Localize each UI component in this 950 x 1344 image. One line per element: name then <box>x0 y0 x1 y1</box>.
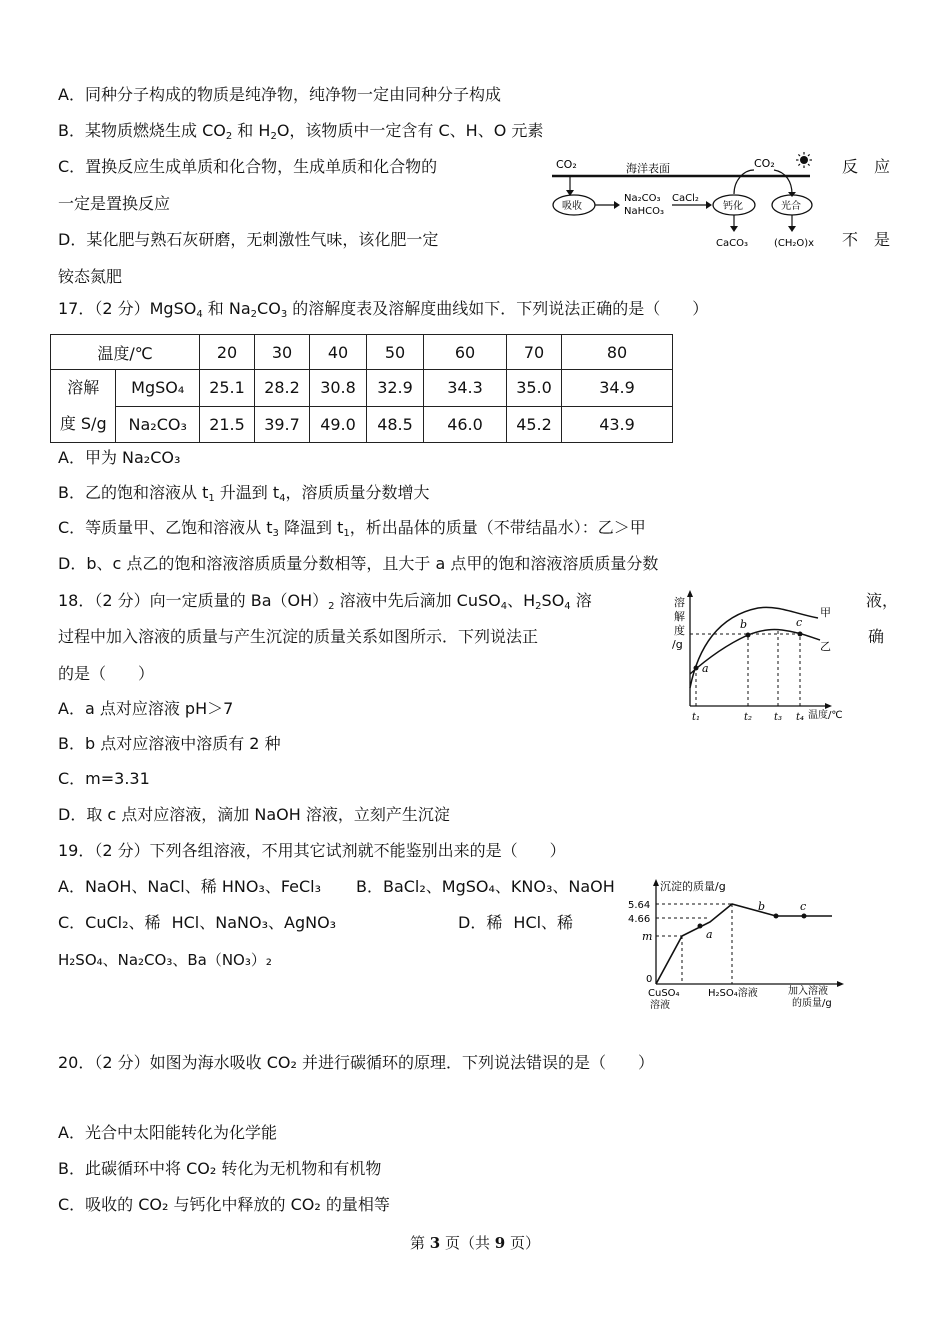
q18-stem-line2: 过程中加入溶液的质量与产生沉淀的质量关系如图所示．下列说法正 <box>58 627 539 646</box>
svg-text:0: 0 <box>646 974 653 985</box>
q17-stem: 17．（2 分）MgSO$_4$ 和 $Na_2CO_3$ 的溶解度表及溶解度曲线如下．下列说法正确的是（ ） <box>58 299 709 320</box>
q18-stem-line3: 的是（ ） <box>58 664 155 683</box>
cc-nahco3: NaHCO₃ <box>624 206 664 217</box>
table-header-temp: 温度/℃ <box>51 335 200 370</box>
q16-option-d-tail: 不 是 <box>842 230 891 249</box>
svg-text:c: c <box>800 900 807 913</box>
table-row-label: 溶解 度 S/g <box>51 370 116 443</box>
q17-option-a: A．甲为 Na₂CO₃ <box>58 448 181 467</box>
svg-text:5.64: 5.64 <box>628 900 651 911</box>
cc-calcify: 钙化 <box>723 201 743 212</box>
point-a: a <box>702 662 709 675</box>
cc-absorb: 吸收 <box>562 201 582 212</box>
label-jia: 甲 <box>820 606 831 619</box>
cc-co2-left: CO₂ <box>556 158 577 171</box>
svg-text:溶: 溶 <box>674 596 685 609</box>
q18-option-b: B．b 点对应溶液中溶质有 2 种 <box>58 734 281 753</box>
point-c: c <box>796 616 803 629</box>
q16-option-c-tail: 反 应 <box>842 157 891 176</box>
q16-option-c-line2: 一定是置换反应 <box>58 194 171 213</box>
svg-text:加入溶液: 加入溶液 <box>788 986 828 997</box>
q20-option-c: C．吸收的 CO₂ 与钙化中释放的 CO₂ 的量相等 <box>58 1195 390 1214</box>
svg-text:H₂SO₄溶液: H₂SO₄溶液 <box>708 988 758 999</box>
point-b: b <box>740 618 748 631</box>
cc-co2-right: CO₂ <box>754 157 775 170</box>
q20-option-a: A．光合中太阳能转化为化学能 <box>58 1123 277 1142</box>
svg-text:b: b <box>758 900 766 913</box>
q18-option-d: D．取 c 点对应溶液，滴加 NaOH 溶液，立刻产生沉淀 <box>58 805 450 824</box>
q19-option-d-line2: H₂SO₄、Na₂CO₃、Ba（NO₃）₂ <box>58 951 272 969</box>
q16-option-a: A．同种分子构成的物质是纯净物，纯净物一定由同种分子构成 <box>58 85 501 104</box>
precip-ylabel: 沉淀的质量/g <box>660 880 726 893</box>
q17-option-b: B．乙的饱和溶液从 $t_1$ 升温到 $t_4$，溶质质量分数增大 <box>58 483 430 504</box>
q16-option-d-line2: 铵态氮肥 <box>58 267 123 286</box>
svg-text:t₄: t₄ <box>796 712 805 723</box>
q19-stem: 19．（2 分）下列各组溶液，不用其它试剂就不能鉴别出来的是（ ） <box>58 841 566 860</box>
cc-ch2o: (CH₂O)x <box>774 238 815 249</box>
q16-option-b: B．某物质燃烧生成 $CO_2$ 和 $H_2O$，该物质中一定含有 C、H、O 元素 <box>58 121 544 142</box>
table-label-na2co3: Na₂CO₃ <box>116 406 200 443</box>
svg-text:的质量/g: 的质量/g <box>792 998 832 1009</box>
solubility-table: 温度/℃ 20 30 40 50 60 70 80 溶解 度 S/g MgSO₄ 25.1 28.2 30.8 32.9 34.3 35.0 34.9 Na₂CO₃ 21.5 39.7 49.0 48.5 46.0 45.2 43.9 <box>50 334 673 443</box>
svg-text:度: 度 <box>674 624 685 637</box>
cc-caco3: CaCO₃ <box>716 238 748 249</box>
q20-option-b: B．此碳循环中将 CO₂ 转化为无机物和有机物 <box>58 1159 382 1178</box>
svg-text:CuSO₄: CuSO₄ <box>648 988 680 999</box>
q19-option-d-line1: D．稀 HCl、稀 <box>458 913 574 932</box>
precipitate-figure <box>628 876 846 1010</box>
cc-na2co3: Na₂CO₃ <box>624 193 661 204</box>
q17-option-c: C．等质量甲、乙饱和溶液从 $t_3$ 降温到 $t_1$，析出晶体的质量（不带结晶水）：乙＞甲 <box>58 518 646 539</box>
svg-text:溶液: 溶液 <box>650 1000 670 1010</box>
q18-stem-line2-tail: 确 <box>868 627 885 646</box>
table-label-mgso4: MgSO₄ <box>116 370 200 407</box>
page-total: 9 <box>494 1234 506 1252</box>
q19-option-a: A．NaOH、NaCl、稀 HNO₃、FeCl₃ <box>58 877 322 896</box>
cc-cacl2: CaCl₂ <box>672 193 699 204</box>
q19-option-c: C．CuCl₂、稀 HCl、NaNO₃、AgNO₃ <box>58 913 337 932</box>
q18-stem-line1: 18．（2 分）向一定质量的 $Ba(OH)_2$ 溶液中先后滴加 CuSO$_4$、$H_2SO_4$ 溶 <box>58 591 592 612</box>
carbon-cycle-figure <box>548 150 840 250</box>
q16-option-d-line1: D．某化肥与熟石灰研磨，无刺激性气味，该化肥一定 <box>58 230 439 249</box>
q18-stem-line1-tail: 液， <box>866 591 899 610</box>
svg-text:温度/℃: 温度/℃ <box>808 710 843 721</box>
q20-stem: 20．（2 分）如图为海水吸收 CO₂ 并进行碳循环的原理．下列说法错误的是（ ） <box>58 1053 654 1072</box>
sun-icon <box>796 152 812 168</box>
svg-text:解: 解 <box>674 610 685 623</box>
cc-sea-surface: 海洋表面 <box>626 162 670 175</box>
svg-text:t₂: t₂ <box>744 712 753 723</box>
svg-text:t₁: t₁ <box>692 712 701 723</box>
svg-text:m: m <box>642 930 653 943</box>
svg-text:4.66: 4.66 <box>628 914 651 925</box>
label-yi: 乙 <box>820 640 831 653</box>
svg-text:a: a <box>706 928 713 941</box>
q18-option-a: A．a 点对应溶液 pH＞7 <box>58 699 234 718</box>
q18-option-c: C．m=3.31 <box>58 769 150 788</box>
q17-option-d: D．b、c 点乙的饱和溶液溶质质量分数相等，且大于 a 点甲的饱和溶液溶质质量分数 <box>58 554 659 573</box>
cc-photosyn: 光合 <box>781 201 801 212</box>
svg-text:/g: /g <box>672 638 683 651</box>
q19-option-b: B．BaCl₂、MgSO₄、KNO₃、NaOH <box>356 877 615 896</box>
solubility-curve-figure <box>668 588 854 724</box>
q16-option-c-line1: C．置换反应生成单质和化合物，生成单质和化合物的 <box>58 157 438 176</box>
page-number: 3 <box>429 1234 441 1252</box>
svg-text:t₃: t₃ <box>774 712 783 723</box>
page-footer: 第 3 页（共 9 页） <box>410 1234 540 1252</box>
